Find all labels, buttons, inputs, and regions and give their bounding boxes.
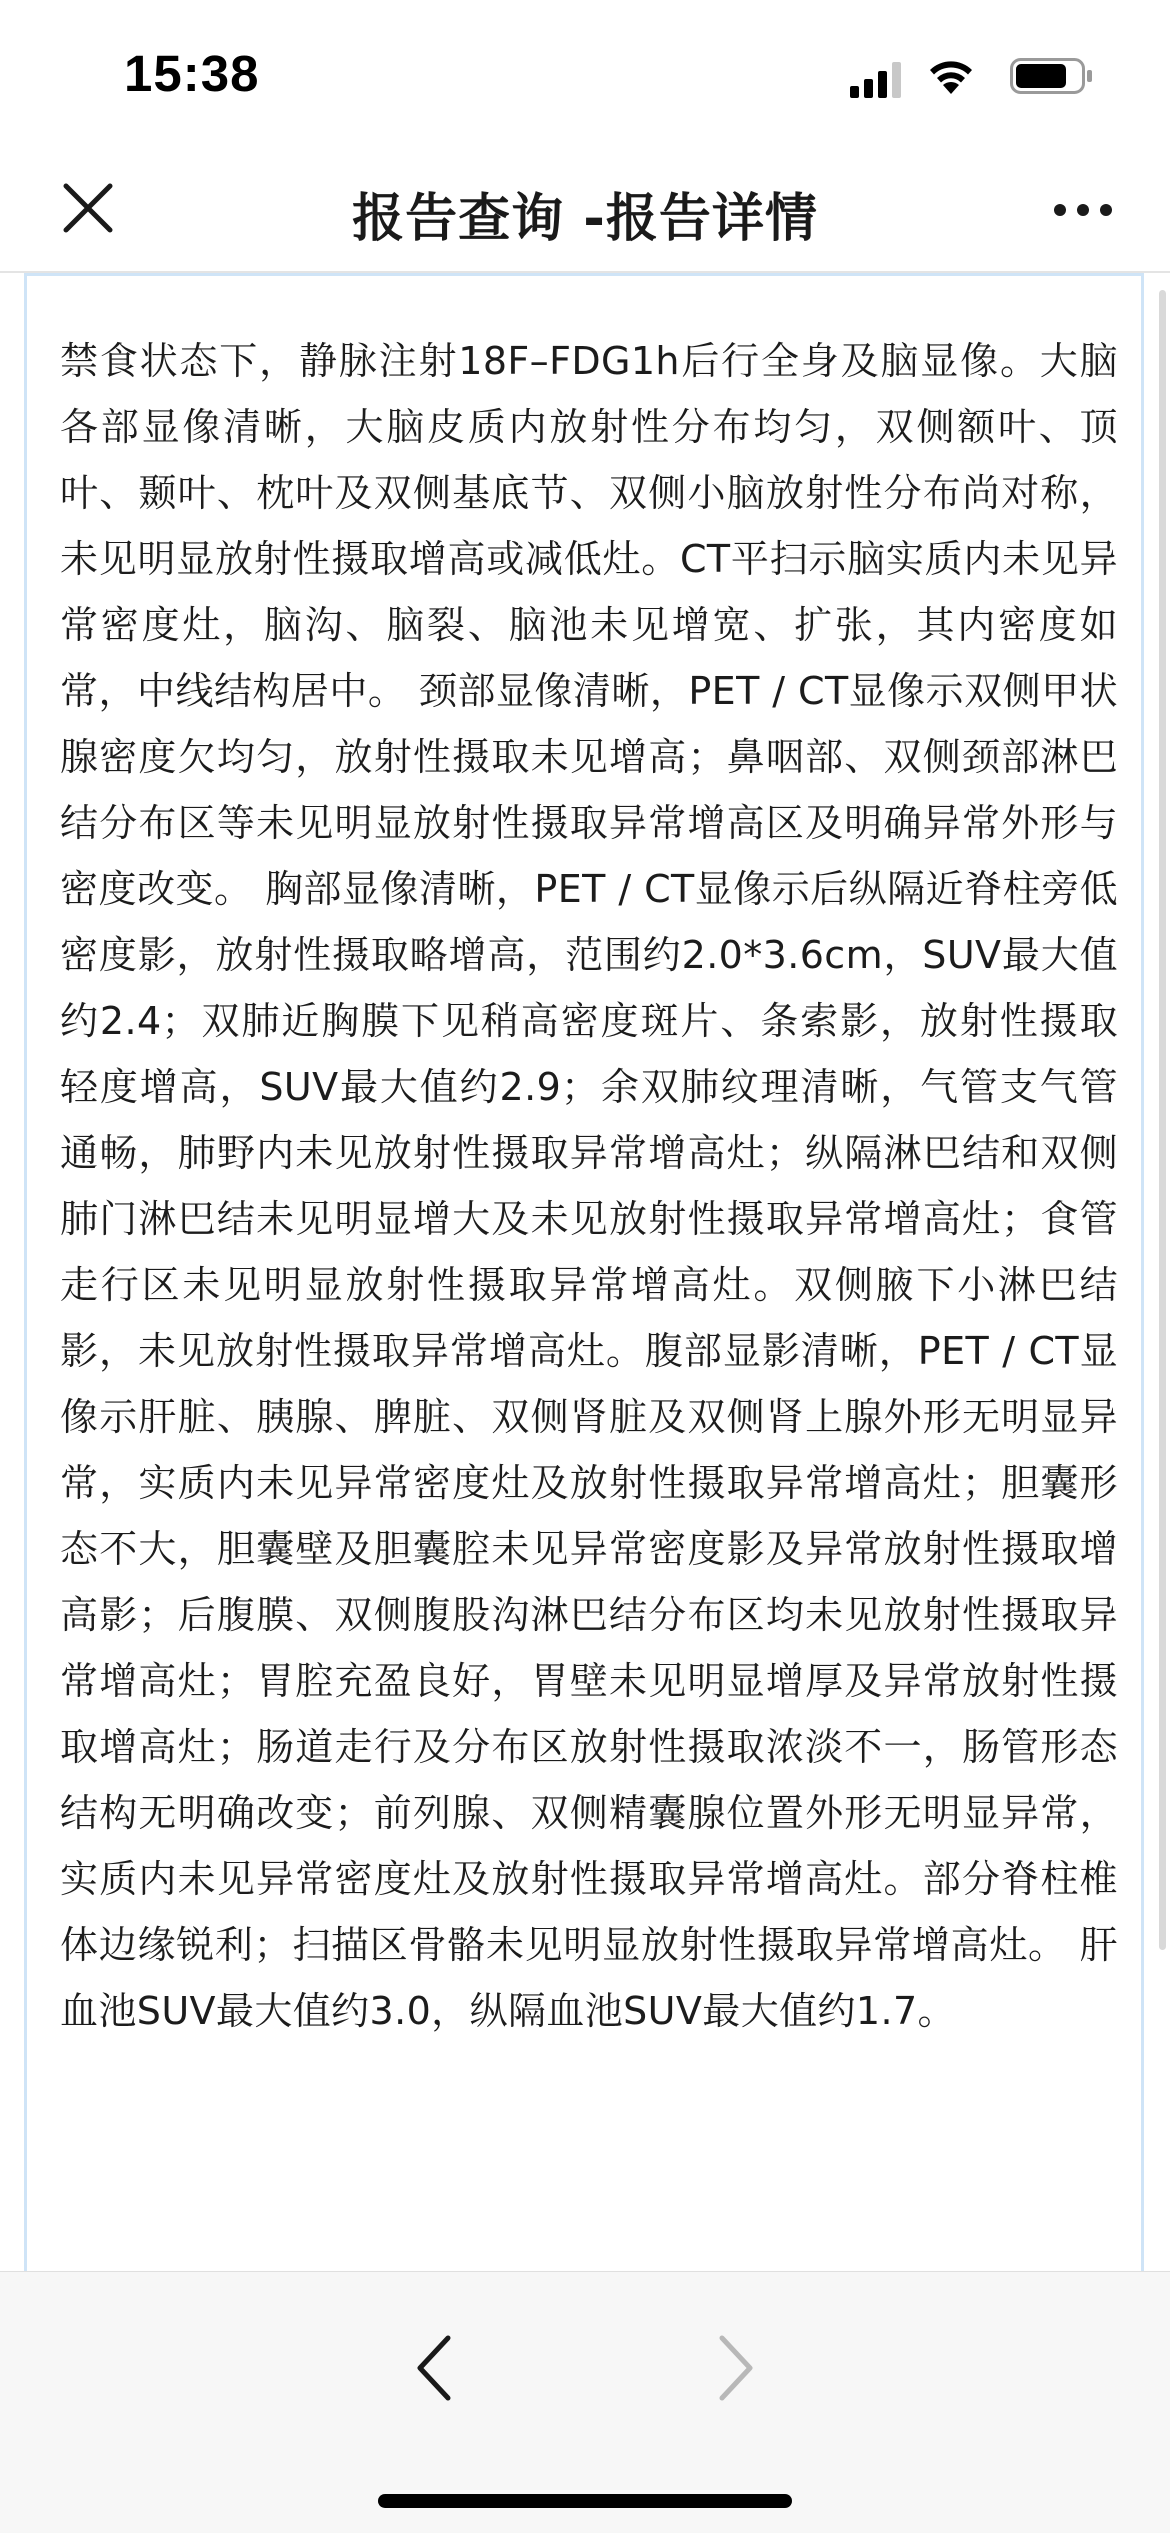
chevron-right-icon[interactable] xyxy=(714,2332,758,2404)
status-bar xyxy=(0,0,1170,150)
report-panel xyxy=(24,273,1144,2271)
scrollbar[interactable] xyxy=(1159,290,1166,1950)
home-indicator[interactable] xyxy=(378,2494,792,2508)
status-time: 15:38 xyxy=(124,45,260,102)
report-text: 禁食状态下，静脉注射18F–FDG1h后行全身及脑显像。大脑各部显像清晰，大脑皮质内放射性分布均匀，双侧额叶、顶叶、颞叶、枕叶及双侧基底节、双侧小脑放射性分布尚对称，未见明显放射性摄取增高或减低灶。CT平扫示脑实质内未见异常密度灶，脑沟、脑裂、脑池未见增宽、扩张，其内密度如常，中线结构居中。 颈部显像清晰，PET / CT显像示双侧甲状腺密度欠均匀，放射性摄取未见增高；鼻咽部、双侧颈部淋巴结分布区等未见明显放射性摄取异常增高区及明确异常外形与密度改变。 胸部显像清晰，PET / CT显像示后纵隔近脊柱旁低密度影，放射性摄取略增高，范围约2.0*3.6cm，SUV最大值约2.4；双肺近胸膜下见稍高密度斑片、条索影，放射性摄取轻度增高，SUV最大值约2.9；余双肺纹理清晰，气管支气管通畅，肺野内未见放射性摄取异常增高灶；纵隔淋巴结和双侧肺门淋巴结未见明显增大及未见放射性摄取异常增高灶；食管走行区未见明显放射性摄取异常增高灶。双侧腋下小淋巴结影，未见放射性摄取异常增高灶。腹部显影清晰，PET / CT显像示肝脏、胰腺、脾脏、双侧肾脏及双侧肾上腺外形无明显异常，实质内未见异常密度灶及放射性摄取异常增高灶；胆囊形态不大，胆囊壁及胆囊腔未见异常密度影及异常放射性摄取增高影；后腹膜、双侧腹股沟淋巴结分布区均未见放射性摄取异常增高灶；胃腔充盈良好，胃壁未见明显增厚及异常放射性摄取增高灶；肠道走行及分布区放射性摄取浓淡不一，肠管形态结构无明确改变；前列腺、双侧精囊腺位置外形无明显异常，实质内未见异常密度灶及放射性摄取异常增高灶。部分脊柱椎体边缘锐利；扫描区骨骼未见明显放射性摄取异常增高灶。 肝血池SUV最大值约3.0，纵隔血池SUV最大值约1.7。 xyxy=(60,339,1118,2033)
cellular-signal-icon xyxy=(850,62,906,98)
report-content-area[interactable] xyxy=(0,273,1170,2271)
wifi-icon xyxy=(926,56,976,96)
chevron-left-icon[interactable] xyxy=(412,2332,456,2404)
nav-bar xyxy=(0,150,1170,272)
more-icon[interactable] xyxy=(1052,202,1114,218)
bottom-toolbar xyxy=(0,2271,1170,2533)
battery-icon xyxy=(1010,58,1094,94)
status-icons xyxy=(850,52,1150,102)
page-title: 报告查询 -报告详情 xyxy=(352,189,818,249)
